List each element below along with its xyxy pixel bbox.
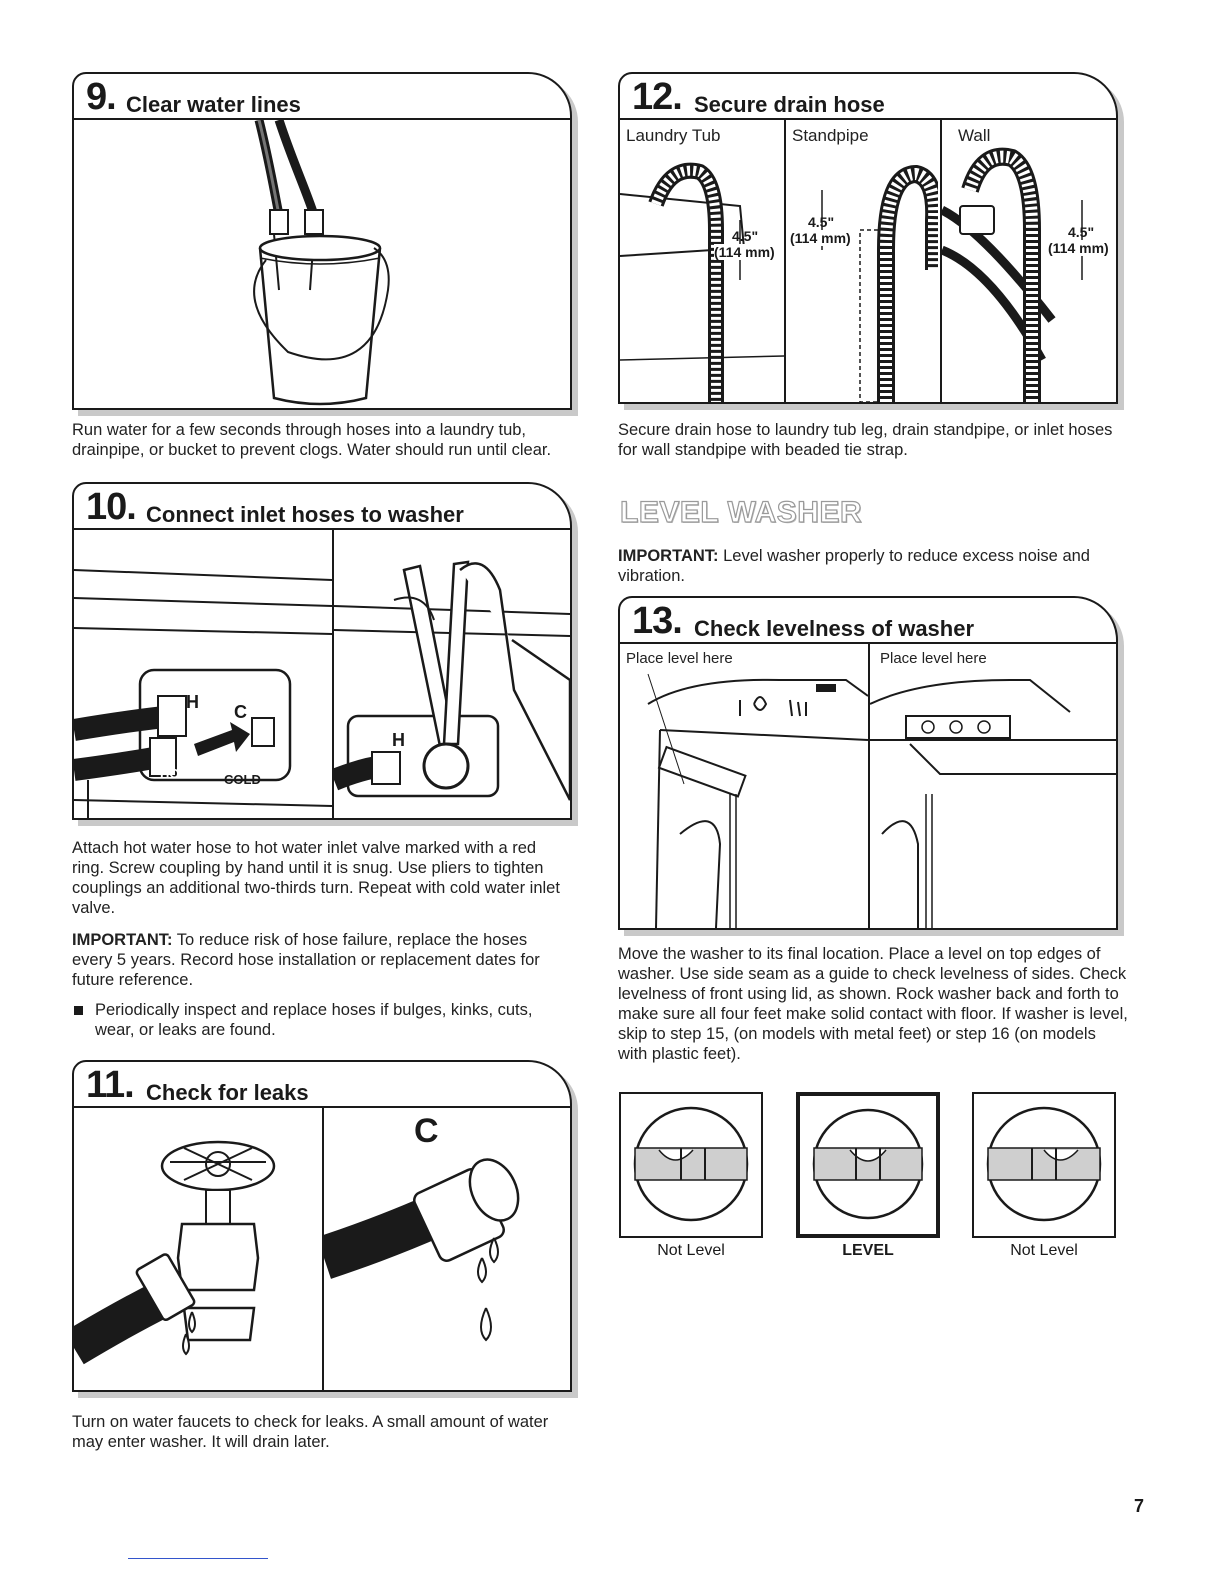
step-number: 10.: [86, 486, 136, 528]
label-hot: HOT: [160, 766, 188, 781]
step-11-header: [74, 1062, 570, 1108]
important-text: Level washer properly to reduce excess noise and vibration.: [618, 547, 1090, 585]
step-title: Secure drain hose: [694, 92, 885, 117]
step-number: 9.: [86, 76, 116, 118]
step-10-important: [72, 930, 572, 990]
wall-illustration: [942, 120, 1116, 402]
dim-mm: (114 mm): [1048, 240, 1109, 256]
label-c: C: [234, 702, 247, 722]
dim-mm: (114 mm): [790, 230, 851, 246]
step-13-header: [620, 598, 1116, 644]
bullet-icon: [74, 1006, 83, 1015]
step-title: Check for leaks: [146, 1080, 309, 1105]
step-number: 13.: [632, 600, 682, 642]
level-indicator-not-level-left: [619, 1092, 763, 1238]
place-level-label: Place level here: [880, 650, 987, 667]
important-label: IMPORTANT:: [72, 931, 173, 949]
sublabel-wall: Wall: [958, 126, 991, 145]
level-caption: Not Level: [1010, 1242, 1078, 1259]
step-13-panel: [618, 596, 1118, 930]
step-10-header: [74, 484, 570, 530]
step-9-header: [74, 74, 570, 120]
label-c: C: [414, 1112, 439, 1150]
dim-inches: 4.5": [808, 214, 835, 230]
important-label: IMPORTANT:: [618, 547, 719, 565]
step-12-caption: Secure drain hose to laundry tub leg, drain standpipe, or inlet hoses for wall standpipe with beaded tie strap.: [618, 421, 1113, 459]
place-level-label: Place level here: [626, 650, 733, 667]
step-11-caption: Turn on water faucets to check for leaks. A small amount of water may enter washer. It will drain later.: [72, 1413, 549, 1451]
step-12-panel: [618, 72, 1118, 404]
step-number: 11.: [86, 1064, 134, 1106]
level-caption: Not Level: [657, 1242, 725, 1259]
laundry-tub-illustration: [620, 120, 784, 402]
step-10-caption: Attach hot water hose to hot water inlet valve marked with a red ring. Screw coupling by hand until it is snug. Use pliers to tighten couplings an additional two-thirds turn. Repeat with cold water inlet valve.: [72, 839, 560, 917]
step-12-header: [620, 74, 1116, 120]
washer-front-level-illustration: [870, 644, 1116, 928]
sublabel-standpipe: Standpipe: [792, 126, 869, 145]
step-11-panel: [72, 1060, 572, 1392]
footer-rule: [128, 1558, 268, 1559]
step-number: 12.: [632, 76, 682, 118]
step-13-caption: Move the washer to its final location. Place a level on top edges of washer. Use side seam as a guide to check levelness of sides. Check levelness of front using lid, as shown. Rock washer back and forth to make sure all four feet make solid contact with floor. If washer is level, skip to step 15, (on models with metal feet) or step 16 (on models with plastic feet).: [618, 945, 1128, 1063]
level-indicator-level: [796, 1092, 940, 1238]
coupling-leak-illustration: [324, 1108, 570, 1390]
step-10-bullet: Periodically inspect and replace hoses if bulges, kinks, cuts, wear, or leaks are found.: [95, 1001, 533, 1039]
step-9-caption: Run water for a few seconds through hoses into a laundry tub, drainpipe, or bucket to prevent clogs. Water should run until clear.: [72, 421, 552, 459]
sublabel-laundry-tub: Laundry Tub: [626, 126, 721, 145]
label-h: H: [186, 692, 199, 712]
washer-side-level-illustration: [620, 644, 868, 928]
dim-inches: 4.5": [732, 228, 759, 244]
dim-mm: (114 mm): [714, 244, 775, 260]
level-caption: LEVEL: [842, 1242, 894, 1259]
step-title: Clear water lines: [126, 92, 301, 117]
faucet-illustration: [74, 1108, 320, 1390]
step-10-panel: [72, 482, 572, 820]
level-important: [618, 546, 1118, 586]
inlet-valves-illustration: [74, 530, 332, 818]
dim-inches: 4.5": [1068, 224, 1095, 240]
step-title: Check levelness of washer: [694, 616, 975, 641]
level-indicator-not-level-right: [972, 1092, 1116, 1238]
standpipe-illustration: [786, 120, 938, 402]
step-9-panel: [72, 72, 572, 410]
page-number: 7: [1133, 1496, 1144, 1516]
bucket-illustration: [74, 120, 570, 408]
section-heading: LEVEL WASHER: [620, 496, 863, 529]
label-cold: COLD: [224, 772, 261, 787]
important-text: To reduce risk of hose failure, replace the hoses every 5 years. Record hose installation or replacement dates for future reference.: [72, 931, 540, 989]
pliers-illustration: [334, 530, 570, 818]
label-h2: H: [392, 730, 405, 750]
step-title: Connect inlet hoses to washer: [146, 502, 464, 527]
